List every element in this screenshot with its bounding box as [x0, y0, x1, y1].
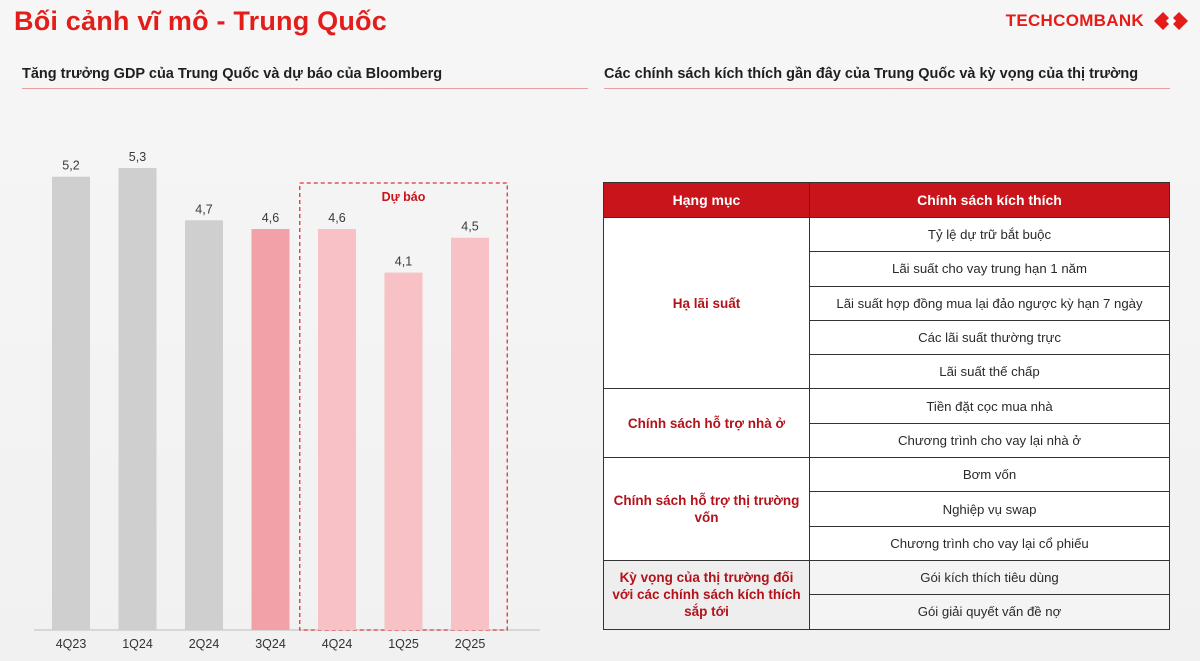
policy-cell: Gói giải quyết vấn đề nợ — [810, 595, 1170, 629]
category-cell: Kỳ vọng của thị trường đối với các chính sách kích thích sắp tới — [604, 560, 810, 629]
policy-table-title: Các chính sách kích thích gần đây của Trung Quốc và kỳ vọng của thị trường — [604, 66, 1170, 89]
policy-cell: Lãi suất hợp đồng mua lại đảo ngược kỳ hạn 7 ngày — [810, 286, 1170, 320]
policy-cell: Lãi suất thế chấp — [810, 355, 1170, 389]
x-tick-label-2Q25: 2Q25 — [454, 637, 486, 651]
table-row — [604, 389, 1170, 423]
x-tick-label-4Q24: 4Q24 — [321, 637, 353, 651]
category-cell: Hạ lãi suất — [604, 218, 810, 389]
header-policy: Chính sách kích thích — [810, 183, 1170, 218]
x-tick-label-3Q24: 3Q24 — [255, 637, 286, 651]
data-label-4Q24: 4,6 — [328, 211, 346, 226]
policy-cell: Tỷ lệ dự trữ bắt buộc — [810, 218, 1170, 252]
gdp-chart-title: Tăng trưởng GDP của Trung Quốc và dự báo của Bloomberg — [22, 66, 588, 89]
table-row — [604, 218, 1170, 252]
bar-3Q24 — [252, 229, 290, 630]
techcombank-diamond-logo-icon — [1152, 8, 1190, 34]
x-tick-label-2Q24: 2Q24 — [188, 637, 220, 651]
table-row — [604, 560, 1170, 594]
data-label-4Q23: 5,2 — [62, 158, 80, 173]
x-tick-label-4Q23: 4Q23 — [55, 637, 87, 651]
policy-cell: Chương trình cho vay lại nhà ở — [810, 423, 1170, 457]
x-tick-label-1Q24: 1Q24 — [122, 637, 153, 651]
policy-table — [603, 182, 1170, 630]
bar-2Q25 — [451, 238, 489, 630]
policy-cell: Tiền đặt cọc mua nhà — [810, 389, 1170, 423]
brand-name: TECHCOMBANK — [1005, 11, 1144, 30]
policy-cell: Chương trình cho vay lại cổ phiếu — [810, 526, 1170, 560]
policy-cell: Nghiệp vụ swap — [810, 492, 1170, 526]
data-label-3Q24: 4,6 — [261, 211, 280, 226]
table-row — [604, 458, 1170, 492]
data-label-1Q24: 5,3 — [128, 150, 147, 164]
policy-cell: Bơm vốn — [810, 458, 1170, 492]
data-label-2Q24: 4,7 — [195, 202, 213, 217]
category-cell: Chính sách hỗ trợ thị trường vốn — [604, 458, 810, 561]
gdp-chart-svg — [20, 100, 600, 661]
page-title: Bối cảnh vĩ mô - Trung Quốc — [14, 6, 387, 36]
x-tick-label-1Q25: 1Q25 — [388, 637, 419, 651]
bar-4Q23 — [52, 177, 90, 630]
data-label-2Q25: 4,5 — [461, 219, 479, 234]
data-label-1Q25: 4,1 — [394, 254, 413, 269]
policy-table-header-row — [604, 183, 1170, 218]
gdp-bar-chart — [20, 100, 600, 661]
bar-1Q24 — [119, 168, 157, 630]
bar-4Q24 — [318, 229, 356, 630]
policy-cell: Các lãi suất thường trực — [810, 320, 1170, 354]
forecast-label: Dự báo — [381, 190, 426, 204]
policy-cell: Lãi suất cho vay trung hạn 1 năm — [810, 252, 1170, 286]
bar-1Q25 — [385, 273, 423, 630]
brand — [1006, 8, 1190, 34]
bar-2Q24 — [185, 220, 223, 630]
category-cell: Chính sách hỗ trợ nhà ở — [604, 389, 810, 458]
policy-cell: Gói kích thích tiêu dùng — [810, 560, 1170, 594]
header-category: Hạng mục — [604, 183, 810, 218]
